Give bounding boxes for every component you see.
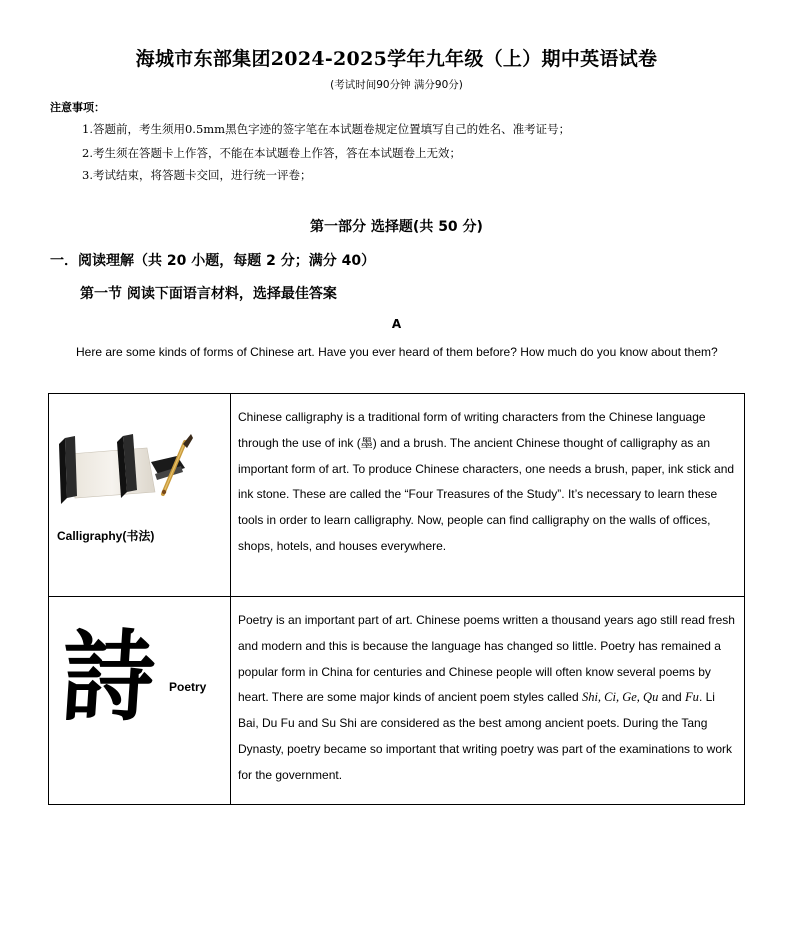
- art-forms-table: [48, 393, 745, 805]
- poem-styles: Shi, Ci, Ge, Qu: [581, 690, 659, 705]
- subsection-heading: 第一节 阅读下面语言材料，选择最佳答案: [80, 286, 337, 302]
- exam-subtitle: (考试时间90分钟 满分90分): [330, 79, 463, 91]
- poetry-text: [231, 597, 745, 805]
- passage-intro: Here are some kinds of forms of Chinese art. Have you ever heard of them before? How much do you know about them?: [76, 345, 718, 359]
- poetry-text-and: and: [658, 690, 686, 705]
- notice-item-1: 1.答题前，考生须用0.5mm黑色字迹的签字笔在本试题卷规定位置填写自己的姓名、准考证号；: [82, 122, 571, 136]
- notice-heading: 注意事项：: [50, 101, 105, 114]
- calligraphy-image-cell: [49, 394, 231, 597]
- poem-style-fu: Fu: [685, 690, 699, 705]
- exam-title: 海城市东部集团2024-2025学年九年级（上）期中英语试卷: [135, 48, 658, 70]
- poetry-calligraphy-glyph: 詩: [57, 620, 159, 735]
- section-heading: 第一部分 选择题(共 50 分): [310, 219, 483, 235]
- poetry-text-part-1: Poetry is an important part of art. Chinese poems written a thousand years ago still read fresh and modern and this is because the language has changed so little. Poetry has remained a popular form in China for centuries and Chinese people will often know several poems by heart. There are some major kinds of ancient poem styles called: [238, 613, 735, 705]
- table-row-poetry: [49, 597, 745, 805]
- calligraphy-text: Chinese calligraphy is a traditional form of writing characters from the Chinese language through the use of ink (墨) and a brush. The ancient Chinese thought of calligraphy as an important form of art. To produce Chinese characters, one needs a brush, paper, ink stick and ink stone. These are called the “Four Treasures of the Study”. It’s necessary to learn these tools in order to learn calligraphy. Now, people can find calligraphy on the walls of offices, shops, hotels, and houses everywhere.: [231, 394, 745, 597]
- poetry-label: Poetry: [169, 680, 207, 694]
- poetry-image-cell: [49, 597, 231, 805]
- notice-item-2: 2.考生须在答题卡上作答，不能在本试题卷上作答，答在本试题卷上无效；: [82, 146, 461, 160]
- calligraphy-tools-illustration: [55, 432, 205, 512]
- table-row-calligraphy: [49, 394, 745, 597]
- poetry-text-part-2: . Li Bai, Du Fu and Su Shi are considered as the best among ancient poets. During the Tang Dynasty, poetry became so important that writing poetry was part of the examinations to work for the government.: [238, 690, 733, 782]
- passage-letter: A: [391, 317, 402, 331]
- part-heading: 一．阅读理解（共 20 小题，每题 2 分；满分 40）: [50, 253, 376, 269]
- calligraphy-label: Calligraphy(书法): [57, 529, 155, 543]
- notice-item-3: 3.考试结束，将答题卡交回，进行统一评卷；: [82, 168, 312, 182]
